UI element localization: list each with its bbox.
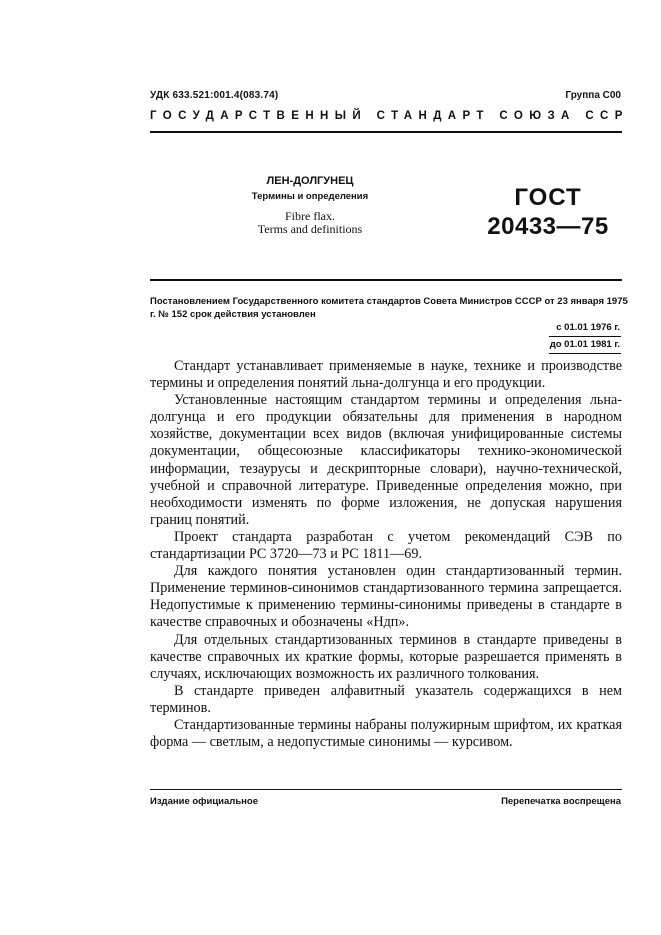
group-code: Группа С00 — [565, 90, 621, 101]
english-title: Fibre flax. — [285, 209, 335, 223]
paragraph: Проект стандарта разработан с учетом рекомендаций СЭВ по стандартизации PC 3720—73 и PC 1811—69. — [150, 528, 622, 563]
paragraph: Для каждого понятия установлен один стандартизованный термин. Применение терминов-синонимов стандартизованного термина запрещается. Недопустимые к применению термины-синонимы приведены в стандарте в качестве справочных и обозначены «Ндп». — [150, 563, 622, 631]
paragraph: Стандартизованные термины набраны полужирным шрифтом, их краткая форма — светлым, а недопустимые синонимы — курсивом. — [150, 716, 622, 751]
gost-label: ГОСТ — [514, 184, 582, 211]
title-block — [150, 175, 470, 236]
date-to: до 01.01 1981 г. — [549, 337, 621, 354]
body-text — [150, 358, 622, 751]
udk-code: УДК 633.521:001.4(083.74) — [150, 90, 279, 101]
russian-subtitle: Термины и определения — [251, 191, 369, 202]
header-rule — [150, 131, 622, 133]
gost-designation — [478, 184, 618, 240]
paragraph: Для отдельных стандартизованных терминов в стандарте приведены в качестве справочных их краткие формы, которые разрешается применять в случаях, исключающих возможность их различного толкования. — [150, 631, 622, 682]
footer-rule — [150, 789, 622, 790]
russian-title: ЛЕН-ДОЛГУНЕЦ — [266, 175, 354, 187]
official-edition-label: Издание официальное — [150, 796, 258, 807]
reprint-prohibited-label: Перепечатка воспрещена — [501, 796, 621, 807]
date-from: с 01.01 1976 г. — [549, 320, 621, 337]
paragraph: Стандарт устанавливает применяемые в науке, технике и производстве термины и определения понятий льна-долгунца и его продукции. — [150, 358, 622, 392]
state-standard-heading: ГОСУДАРСТВЕННЫЙ СТАНДАРТ СОЮЗА ССР — [150, 110, 629, 122]
english-subtitle: Terms and definitions — [257, 222, 363, 236]
gost-number: 20433—75 — [487, 213, 609, 240]
paragraph: Установленные настоящим стандартом термины и определения льна-долгунца и его продукции обязательны для применения в народном хозяйстве, документации всех видов (включая унифицированные системы документации, общесоюзные классификаторы технико-экономической информации, тезаурусы и дескрипторные словари), научно-технической, учебной и справочной литературе. Приведенные определения можно, при необходимости изменять по форме изложения, не допуская нарушения границ понятий. — [150, 392, 622, 528]
decree-text: Постановлением Государственного комитета стандартов Совета Министров СССР от 23 января 1975 г. № 152 срок действия установлен — [150, 296, 628, 320]
validity-dates — [549, 320, 621, 354]
title-rule — [150, 279, 622, 281]
paragraph: В стандарте приведен алфавитный указатель содержащихся в нем терминов. — [150, 682, 622, 716]
